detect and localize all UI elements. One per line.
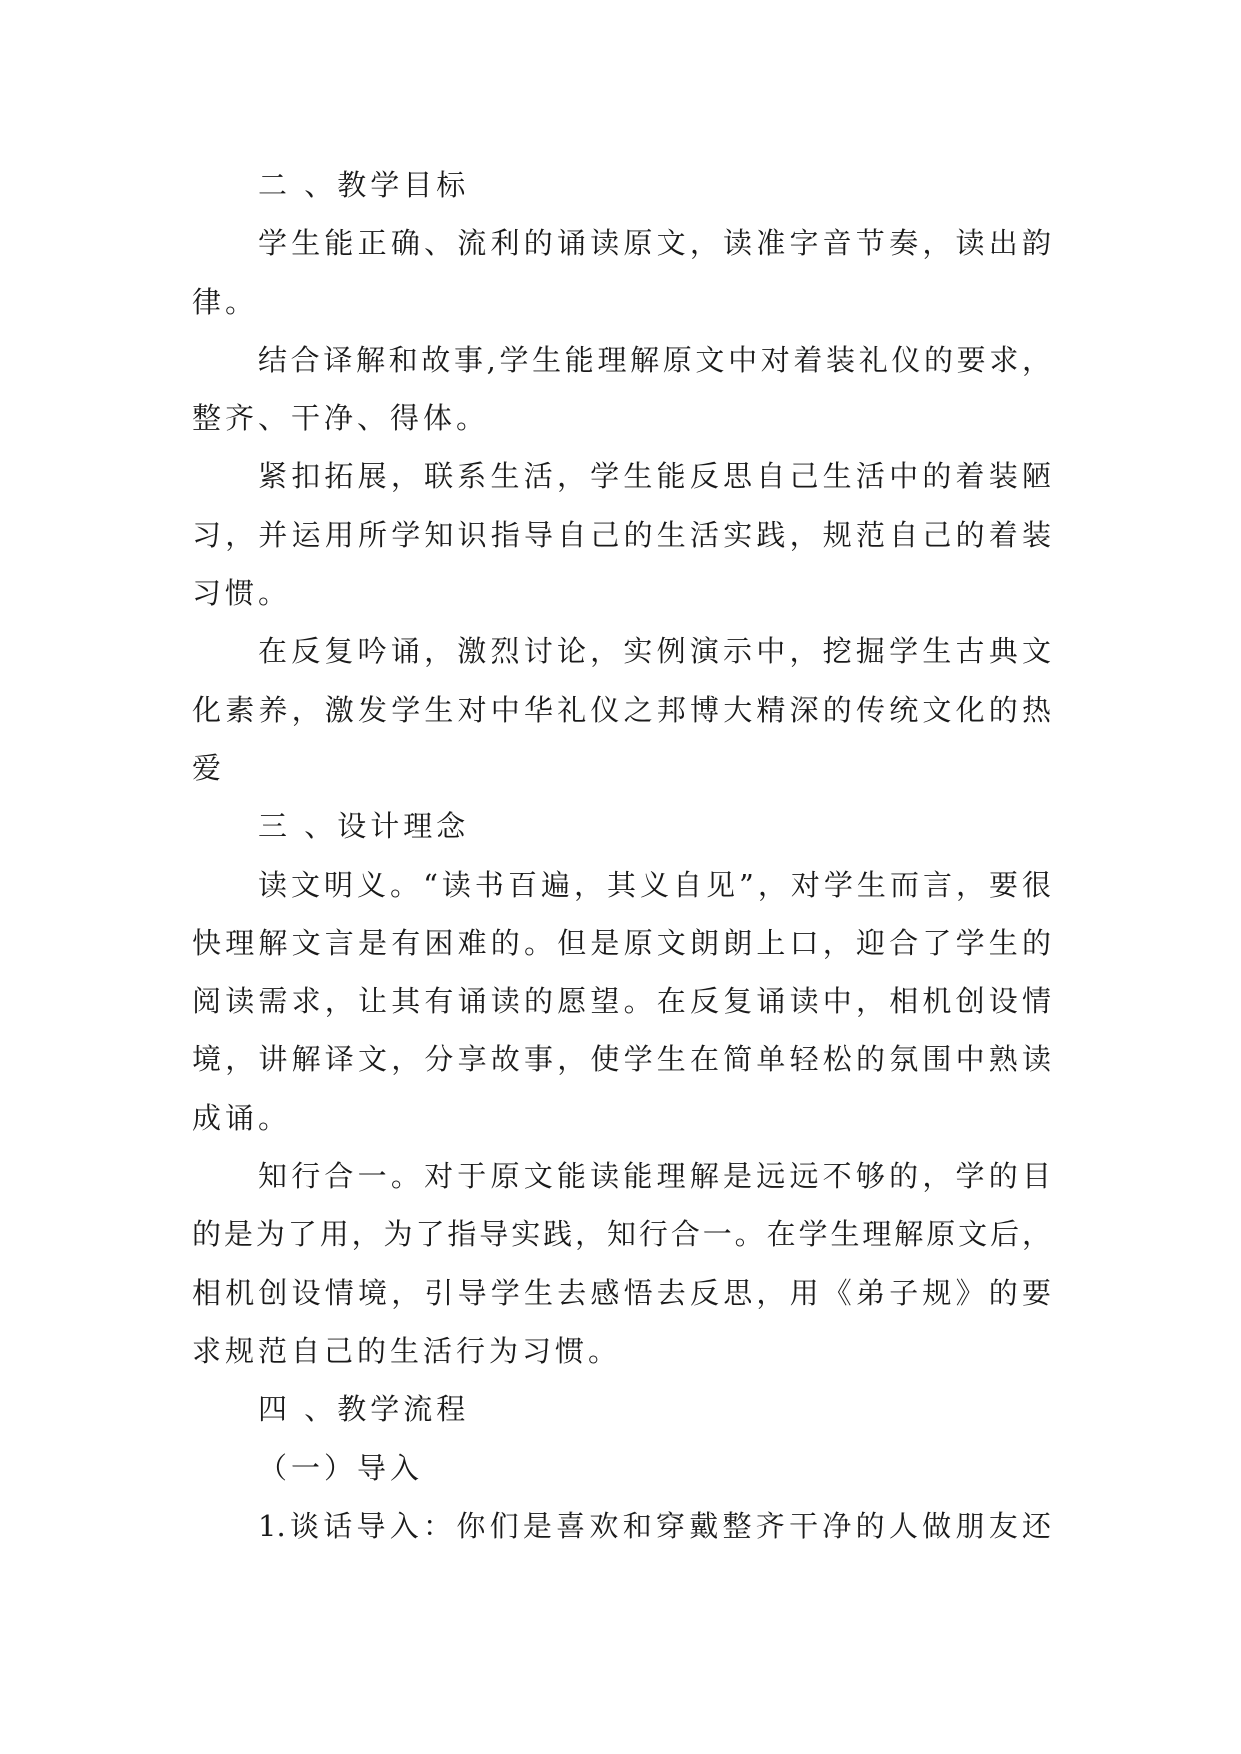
paragraph-line: 快理解文言是有困难的。但是原文朗朗上口，迎合了学生的 — [192, 925, 1051, 960]
paragraph — [192, 856, 1051, 1147]
section-heading-process: 四 、教学流程 — [258, 1392, 470, 1427]
paragraph-line: 相机创设情境，引导学生去感悟去反思，用《弟子规》的要 — [192, 1275, 1051, 1310]
paragraph — [192, 447, 1051, 622]
paragraph-line: 求规范自己的生活行为习惯。 — [192, 1333, 622, 1368]
paragraph-line: 境，讲解译文，分享故事，使学生在简单轻松的氛围中熟读 — [192, 1042, 1051, 1077]
paragraph-line: 爱 — [192, 750, 226, 785]
section-heading-design: 三 、设计理念 — [258, 809, 470, 844]
paragraph-line: 习，并运用所学知识指导自己的生活实践，规范自己的着装 — [192, 517, 1051, 552]
paragraph-line: 结合译解和故事,学生能理解原文中对着装礼仪的要求， — [258, 342, 1051, 377]
paragraph-line: 化素养，激发学生对中华礼仪之邦博大精深的传统文化的热 — [192, 692, 1051, 727]
paragraph-line: 律。 — [192, 284, 259, 319]
paragraph — [192, 331, 1051, 448]
paragraph-line: 的是为了用，为了指导实践，知行合一。在学生理解原文后， — [192, 1217, 1051, 1252]
paragraph — [192, 622, 1051, 797]
paragraph-line: 成诵。 — [192, 1100, 292, 1135]
subsection-heading-intro: （一）导入 — [258, 1450, 424, 1485]
paragraph-line: 在反复吟诵，激烈讨论，实例演示中，挖掘学生古典文 — [258, 634, 1051, 669]
paragraph-line: 习惯。 — [192, 576, 292, 611]
paragraph-line: 紧扣拓展，联系生活，学生能反思自己生活中的着装陋 — [258, 459, 1051, 494]
paragraph-line: 阅读需求，让其有诵读的愿望。在反复诵读中，相机创设情 — [192, 984, 1051, 1019]
paragraph-line: 读文明义。“读书百遍，其义自见”，对学生而言，要很 — [258, 867, 1051, 902]
paragraph-line: 1.谈话导入：你们是喜欢和穿戴整齐干净的人做朋友还 — [258, 1508, 1051, 1543]
paragraph — [192, 214, 1051, 331]
document-body — [192, 156, 1051, 1555]
paragraph-line: 学生能正确、流利的诵读原文，读准字音节奏，读出韵 — [258, 226, 1051, 261]
paragraph-line: 知行合一。对于原文能读能理解是远远不够的，学的目 — [258, 1159, 1051, 1194]
section-heading-objectives: 二 、教学目标 — [258, 168, 470, 202]
paragraph-line: 整齐、干净、得体。 — [192, 401, 490, 436]
paragraph — [192, 1497, 1051, 1555]
paragraph — [192, 1147, 1051, 1380]
